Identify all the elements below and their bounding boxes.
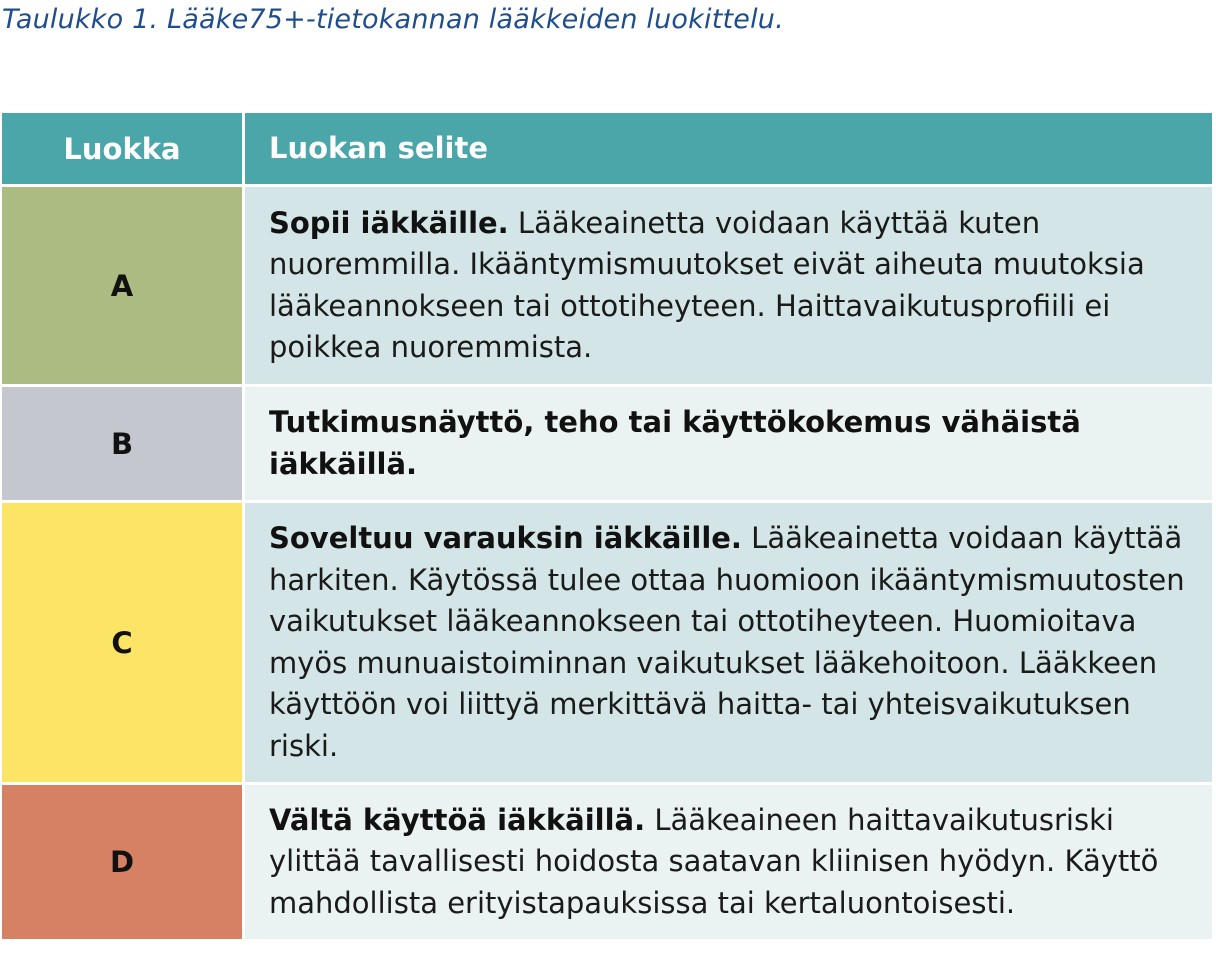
description-bold: Soveltuu varauksin iäkkäille.	[269, 521, 742, 555]
description-cell-d	[245, 785, 1212, 939]
description-text: Lääkeaineen haittavaikutusriski ylittää tavallisesti hoidosta saatavan kliinisen hyödyn. Käyttö mahdollista erityistapauksissa tai kertaluontoisesti.	[269, 802, 1159, 920]
description-cell-a	[245, 187, 1212, 384]
description-text: Lääkeainetta voidaan käyttää kuten nuoremmilla. Ikääntymismuutokset eivät aiheuta muutoksia lääkeannokseen tai ottotiheyteen. Haittavaikutusprofiili ei poikkea nuoremmista.	[269, 205, 1145, 364]
description-cell-c	[245, 503, 1212, 782]
table-row	[2, 387, 1212, 503]
description-bold: Vältä käyttöä iäkkäillä.	[269, 802, 646, 837]
table-row	[2, 503, 1212, 785]
table-caption: Taulukko 1. Lääke75+-tietokannan lääkkeiden luokittelu.	[2, 4, 784, 35]
header-class: Luokka	[2, 113, 245, 184]
table-header-row	[2, 113, 1212, 187]
class-cell-b: B	[2, 387, 245, 500]
table-row	[2, 785, 1212, 939]
description-text: Lääkeainetta voidaan käyttää harkiten. Käytössä tulee ottaa huomioon ikääntymismuutosten vaikutukset lääkeannokseen tai ottotiheyteen. Huomioitava myös munuaistoiminnan vaikutukset lääkehoitoon. Lääkkeen käyttöön voi liittyä merkittävä haitta- tai yhteisvaikutuksen riski.	[269, 521, 1185, 763]
table-row	[2, 187, 1212, 387]
class-cell-d: D	[2, 785, 245, 939]
description-bold: Tutkimusnäyttö, teho tai käyttökokemus vähäistä iäkkäillä.	[269, 405, 1081, 481]
header-description: Luokan selite	[245, 113, 1212, 184]
class-cell-c: C	[2, 503, 245, 782]
class-cell-a: A	[2, 187, 245, 384]
description-bold: Sopii iäkkäille.	[269, 205, 509, 240]
description-cell-b	[245, 387, 1212, 500]
classification-table	[2, 113, 1212, 939]
